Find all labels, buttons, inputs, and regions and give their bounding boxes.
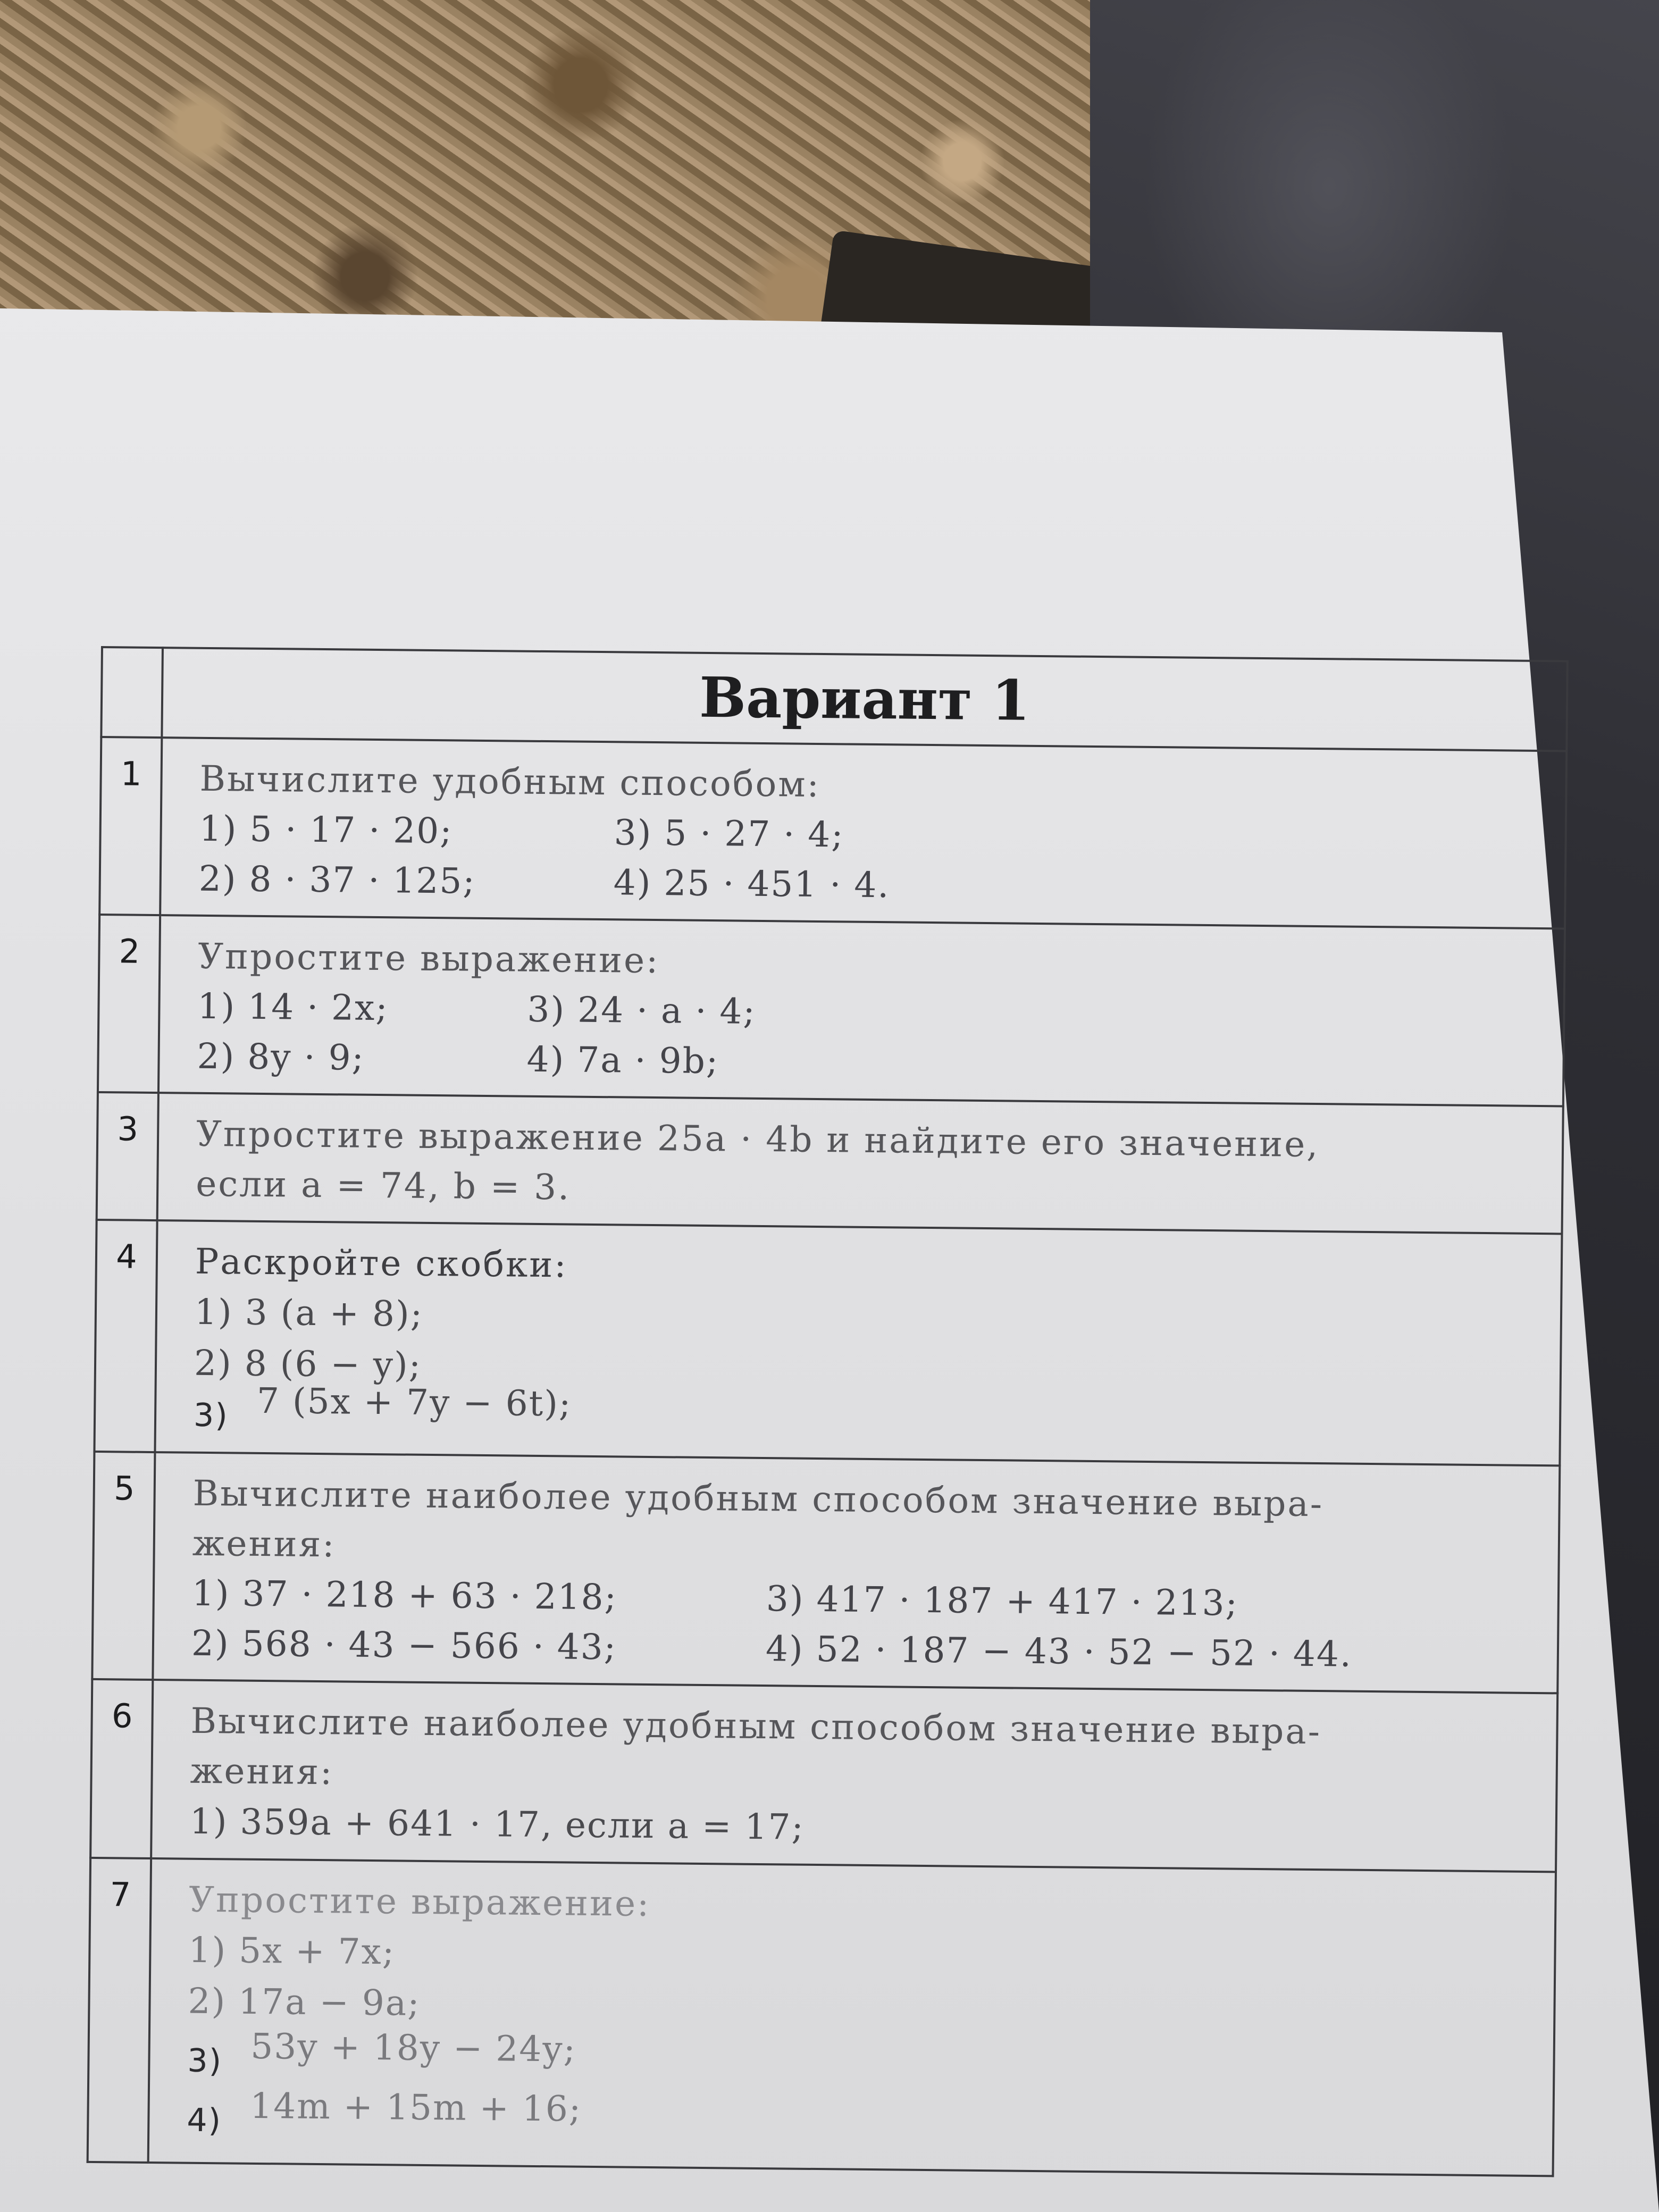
task-prompt: Вычислите удобным способом:	[199, 758, 821, 805]
task-item: 7 (5x + 7y − 6t);	[256, 1380, 572, 1425]
task-item: 2) 8 (6 − y);	[194, 1342, 422, 1386]
task-item: 4) 7a · 9b;	[526, 1038, 719, 1082]
task-item: 2) 8y · 9;	[197, 1035, 365, 1078]
task-number: 7	[88, 1858, 151, 2163]
task-item: 1) 37 · 218 + 63 · 218;	[191, 1572, 618, 1618]
task-row-2	[98, 915, 1565, 1106]
task-prompt-continued: жения:	[190, 1750, 334, 1793]
task-item: 3) 24 · a · 4;	[527, 988, 756, 1032]
task-item: 2) 17a − 9a;	[188, 1980, 421, 2024]
worksheet-table-wrap	[87, 646, 1569, 2140]
task-prompt: Вычислите наиболее удобным способом значение выра-	[192, 1472, 1324, 1525]
task-item: 1) 5x + 7x;	[188, 1929, 396, 1973]
task-prompt: Упростите выражение:	[189, 1879, 651, 1925]
task-number: 6	[90, 1679, 153, 1858]
task-item: 3) 417 · 187 + 417 · 213;	[766, 1578, 1239, 1624]
task-item: 2) 568 · 43 − 566 · 43;	[191, 1622, 617, 1668]
task-row-1	[99, 737, 1566, 928]
task-prompt: Вычислите наиболее удобным способом значение выра-	[190, 1700, 1322, 1753]
task-row-3	[97, 1092, 1563, 1234]
task-item: 3) 5 · 27 · 4;	[614, 812, 844, 856]
handwritten-label: 3)	[187, 2042, 223, 2080]
header-row	[101, 647, 1567, 751]
task-row-7	[88, 1858, 1556, 2176]
task-number: 5	[92, 1452, 155, 1680]
task-number: 1	[99, 737, 162, 915]
task-prompt-continued: жения:	[192, 1522, 336, 1565]
handwritten-label: 3)	[193, 1396, 229, 1435]
task-number: 2	[98, 915, 160, 1093]
task-prompt: Упростите выражение 25a · 4b и найдите его значение,	[196, 1113, 1320, 1166]
task-item: 1) 5 · 17 · 20;	[199, 808, 453, 852]
worksheet-table	[87, 646, 1569, 2177]
variant-title: Вариант 1	[699, 664, 1030, 733]
task-item: 53y + 18y − 24y;	[250, 2025, 577, 2070]
task-number: 4	[94, 1220, 157, 1452]
task-row-6	[90, 1679, 1557, 1872]
task-item: 1) 14 · 2x;	[197, 985, 389, 1029]
task-row-4	[94, 1220, 1562, 1465]
task-row-5	[92, 1452, 1560, 1693]
task-number: 3	[97, 1092, 158, 1220]
handwritten-label: 4)	[187, 2101, 222, 2140]
task-item: 14m + 15m + 16;	[249, 2085, 582, 2130]
task-prompt: Упростите выражение:	[198, 935, 660, 982]
task-prompt-continued: если a = 74, b = 3.	[195, 1163, 571, 1208]
task-item: 2) 8 · 37 · 125;	[198, 858, 476, 902]
task-prompt: Раскройте скобки:	[195, 1241, 568, 1286]
task-item: 1) 3 (a + 8);	[194, 1291, 424, 1335]
task-item: 4) 25 · 451 · 4.	[613, 862, 890, 906]
task-item: 1) 359a + 641 · 17, если a = 17;	[189, 1800, 805, 1848]
task-item: 4) 52 · 187 − 43 · 52 − 52 · 44.	[765, 1628, 1353, 1675]
